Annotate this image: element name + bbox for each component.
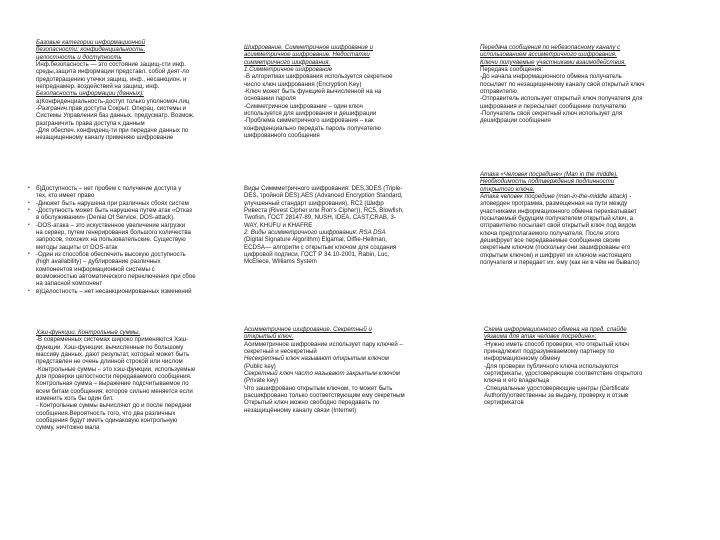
heading-hash-functions: Хэш-функции. Контрольные суммы. xyxy=(36,329,141,336)
text-line: тех, кто имеет право xyxy=(36,192,95,200)
text-line: компонентов информационной системы с xyxy=(36,265,155,273)
text-line: посылаемый будущим получателем открытый ключ, а xyxy=(480,215,633,223)
bullet-item xyxy=(28,288,246,295)
text-line: на запасной компонент xyxy=(36,280,103,288)
text-line: расшифровано только соответствующим ему секретным xyxy=(244,392,405,400)
text-line: (Public key) xyxy=(244,362,276,370)
text-line: -Симметричное шифрование – один ключ xyxy=(244,102,363,110)
text-line: разграничить права доступа к данным xyxy=(36,119,145,127)
text-line: -Один из способов обеспечить высокую доступность xyxy=(36,251,186,259)
text-line: шифрования и пересылает сообщение получателю xyxy=(480,102,627,110)
bullet-item xyxy=(28,222,246,251)
text-line: секретным ключом (поскольку они зашифрованы его xyxy=(480,244,631,252)
text-line: незащищённому каналу связи (Internet) xyxy=(244,406,357,414)
text-line: -Диюжет быть нарушена при различных сбоях систем xyxy=(36,199,189,207)
text-line: Виды Симмметричного шифрования: DES,3DES (Triple- xyxy=(244,185,403,192)
text-line: на сервер, путем генерирования большого количества xyxy=(36,229,191,237)
text-line: функции. Хэш-функции, вычисленные по большому xyxy=(36,343,184,351)
text-line: изменить хоть бы один бит. xyxy=(36,395,114,403)
text-line: непреднамер. воздействий на защищ. инф. xyxy=(36,83,160,91)
heading-exchange-scheme-2: уязвима для атак человек посредине»: xyxy=(484,333,597,341)
text-line: -Для обеспеч. конфиденц-ти при передаче данных по xyxy=(36,127,189,135)
text-line: отправителю посылает свой открытый ключ под видом xyxy=(480,222,636,230)
text-line: ключа предполагаемого получателя. После этого xyxy=(480,229,620,237)
heading-mitm-3: открытого ключа. xyxy=(480,185,535,193)
heading-basic-categories: Базовые категории информационной xyxy=(36,39,145,46)
text-line: отправителю xyxy=(480,88,517,96)
text-line: получателя и передает их. ему (как ни в чём не бывало) xyxy=(480,259,640,267)
text-line: Несекретный ключ называют открытым ключом xyxy=(244,355,389,363)
text-line: участниками информационного обмена перехватывает xyxy=(480,207,637,215)
text-line: -В алгоритмах шифрования используется секретное xyxy=(244,73,393,81)
text-line: -Нужно иметь способ проверки, что открытый ключ xyxy=(484,340,630,348)
text-line: Что зашифровано открытым ключом, то может быть xyxy=(244,384,393,392)
text-line: посылает по незащищенному каналу свой открытый ключ xyxy=(480,80,645,88)
text-line: Контрольная сумма – выражение подсчитываемое по xyxy=(36,380,189,388)
text-line: -Для проверки публичного ключа используются xyxy=(484,362,619,370)
text-line: для проверки целостности передаваемого сообщения. xyxy=(36,373,192,381)
text-line: -Проблема симметричного шифрования – как xyxy=(244,117,374,125)
text-line: Twofish, ГОСТ 28147-89, NUSH, IDEA, CAST,CRAB, 3- xyxy=(244,214,396,222)
bullet-item xyxy=(28,185,246,200)
text-line: McEliece, Williams System xyxy=(244,258,317,266)
text-line: WAY, KHUFU и KHAFRE xyxy=(244,221,313,229)
text-line: принадлежит подразумеваемому партнеру по xyxy=(484,348,615,356)
heading-mitm-2: Необходимость подтверждения подлинности xyxy=(480,178,615,186)
text-line: используется для шифрования и дешифрации xyxy=(244,110,377,118)
text-line: возможностью автоматического переключения при сбое xyxy=(36,273,196,281)
bullet-dot-icon: • xyxy=(28,251,30,258)
text-line: (Digital Signature Algorithm) Elgamal, Diffie-Hellman, xyxy=(244,236,387,244)
text-line: - Контрольные суммы вычисляют до и после передачи xyxy=(36,402,192,410)
text-line: -Ключ может быть функцией вычисленной на на xyxy=(244,88,382,96)
text-line: -Разгранич.прав доступа Сокрыт. Операц. системы и xyxy=(36,105,187,113)
text-line: (Private key) xyxy=(244,377,279,385)
text-line: DES, тройной DES),AES (Advanced Encryption Standard, xyxy=(244,192,403,200)
text-line: а)Конфиденциальность-доступ только уполномоч.лиц xyxy=(36,97,190,105)
heading-exchange-scheme: Схема информационного обмена на пред. слайде xyxy=(484,326,627,333)
subheading-asymmetric-types: 2. Виды асимметричного шифрования: RSA DSA xyxy=(244,229,386,237)
bullet-dot-icon: • xyxy=(28,221,30,228)
text-line: в)Целостность – нет несанкционированных изменений xyxy=(36,287,192,295)
text-line: ключа и его владельца xyxy=(484,377,550,385)
heading-message-transfer-3: Ключи получаемые участниками взаимодействия. xyxy=(480,58,627,66)
text-line: ECDSA— алгоритм с открытым ключом для создания xyxy=(244,243,397,251)
text-line: б)Доступность – нет пробем с получение доступа у xyxy=(36,185,182,192)
bullet-dot-icon: • xyxy=(28,287,30,294)
text-line: сертификаты, удостоверяющие соответствие открытого xyxy=(484,370,643,378)
text-line: информационному обмену xyxy=(484,355,561,363)
text-line: основании пароля xyxy=(244,95,296,103)
heading-basic-categories-3: целостность и доступность xyxy=(36,53,122,61)
text-line: открытым ключом) и шифрует их ключом настоящего xyxy=(480,251,632,259)
subheading-data-security: Безопасность информации (данных): xyxy=(36,90,144,98)
text-line: -Получатель свой секретный ключ использует для xyxy=(480,110,623,118)
text-line: Передача сообщения: xyxy=(480,66,543,74)
text-line: запросов, похожих на пользовательские. Существую xyxy=(36,236,186,244)
heading-basic-categories-2: безопасности: конфиденциальность, xyxy=(36,46,146,54)
col3-bottom-block xyxy=(484,326,706,407)
heading-asymmetric-keys: Асимметричное шифрование. Секретный и xyxy=(244,326,372,333)
text-line: -Специальные удостоверяющие центры (Certificate xyxy=(484,384,630,392)
text-line: -В современных системах широко применяются Хэш- xyxy=(36,336,189,344)
text-line: зловерден программа, размещенная на пути между xyxy=(480,200,628,208)
text-line: -Доступность может быть нарушена путем атак «Отказ xyxy=(36,207,192,215)
heading-mitm: Атака «Человек посредине» (Man in the middle). xyxy=(480,171,618,178)
text-line: -Контрольные суммы – это хэш-функции, используемые xyxy=(36,365,196,373)
text-line: всем битам сообщения, которое сильно меняется если xyxy=(36,387,193,395)
text-line: Атака человек посредине (man-in-the-middle attack) - xyxy=(480,193,632,201)
text-line: дешифрует все передаваемые сообщения своим xyxy=(480,237,621,245)
text-line: Системы Управления баз данных. предусматр. Возмож. xyxy=(36,112,195,120)
col2-middle-block xyxy=(244,185,470,266)
text-line: сообщения.Вероятность того, что два различных xyxy=(36,409,176,417)
text-line: незащищенному каналу применяю шифрование xyxy=(36,134,174,142)
text-line: цифровой подписи, ГОСТ Р 34.10-2001, Rabin, Luc, xyxy=(244,251,390,259)
bullet-dot-icon: • xyxy=(28,199,30,206)
bullet-item xyxy=(28,207,246,222)
col1-bullet-block xyxy=(28,185,246,295)
heading-asymmetric-keys-2: открытый ключ. xyxy=(244,333,294,341)
text-line: методы защиты от DOS-атак xyxy=(36,243,118,251)
text-line: сумму, ничтожно мала xyxy=(36,424,100,432)
text-line: Секретный ключ часто называют закрытым ключом xyxy=(244,370,400,378)
text-line: -DOS-атака – это искуственное увеличение нагрузки xyxy=(36,221,186,229)
heading-message-transfer-2: использованием ассиметричного шифрования. xyxy=(480,51,617,59)
heading-encryption-2: асимметричное шифрование. Недостатки xyxy=(244,51,370,59)
col3-top-block xyxy=(480,44,706,125)
text-line: сертификатов xyxy=(484,399,524,407)
text-line: улучшенный стандарт шифрования), RC2 (Шифр xyxy=(244,199,384,207)
col3-middle-block xyxy=(480,171,708,266)
text-line: конфиденциально передать пароль получателю xyxy=(244,124,381,132)
text-line: Authority)отвественны за выдачу, проверку и отзыв xyxy=(484,392,629,400)
heading-encryption: Шифрование. Симметричное шифрование и xyxy=(244,44,374,51)
bullet-item xyxy=(28,200,246,207)
heading-message-transfer: Передача сообщения по небезопасному каналу с xyxy=(480,44,621,51)
text-line: шифрованного сообщения xyxy=(244,132,320,140)
text-line: предотвращению утечки защищ. инф., несанкцион. и xyxy=(36,75,187,83)
text-line: дешифрации сообщения xyxy=(480,117,551,125)
col2-bottom-block xyxy=(244,326,470,414)
text-line: -До начала информационного обмена получатель xyxy=(480,73,622,81)
text-line: Открытый ключ можно свободно передавать по xyxy=(244,399,380,407)
text-line: Ривеста (Rivest Cipher или Ron's Cipher)), RC5, Blowfish, xyxy=(244,207,404,215)
col1-top-block xyxy=(36,39,244,142)
text-line: среды,защита информации представл. собой деят-ло xyxy=(36,68,190,76)
text-line: Асимметричное шифрование использует пару ключей – xyxy=(244,340,403,348)
text-line: массиву данных, дают результат, который может быть xyxy=(36,351,190,359)
text-line: сообщения будут иметь одинаковую контрольную xyxy=(36,417,178,425)
text-line: (high availability) – дублирование различных xyxy=(36,258,161,266)
text-line: -Отправитель использует открытый ключ получателя для xyxy=(480,95,643,103)
col1-bottom-block xyxy=(36,329,244,432)
text-line: Инф.безопасность — это состояние защищ-сти инф. xyxy=(36,61,186,69)
text-line: в обслуживании» (Denial Of Service, DOS-attack). xyxy=(36,214,175,222)
text-line: представлен не очень длинной строкой или числом xyxy=(36,358,183,366)
col2-top-block xyxy=(244,44,470,139)
text-line: число ключ шифрования (Encryption Key) xyxy=(244,80,362,88)
bullet-dot-icon: • xyxy=(28,185,30,191)
heading-encryption-3: симметричного шифрования. xyxy=(244,58,331,66)
text-line: секретный и несекретный xyxy=(244,348,317,356)
bullet-item xyxy=(28,251,246,288)
subheading-symmetric: 1.Симметричное шифрование xyxy=(244,66,333,74)
bullet-dot-icon: • xyxy=(28,207,30,214)
